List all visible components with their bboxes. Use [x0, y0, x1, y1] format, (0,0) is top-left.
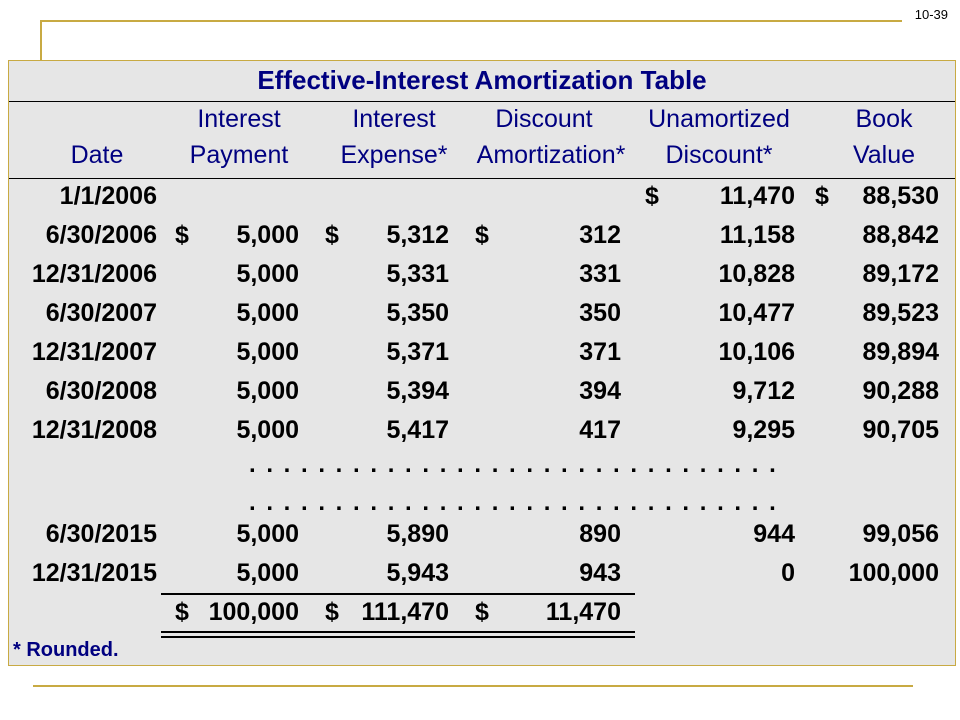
cell-date: 12/31/2006	[31, 260, 157, 288]
cell-date: 12/31/2015	[31, 559, 157, 587]
cell-date: 6/30/2015	[45, 520, 157, 548]
frame-top-rule	[40, 20, 902, 22]
dollar-sign-expense: $	[325, 221, 339, 249]
total-amort: 11,470	[545, 598, 621, 626]
header-unamort-line2: Discount*	[665, 141, 773, 169]
cell-amort: 350	[579, 299, 621, 327]
totals-double-rule-1	[161, 631, 635, 633]
header-amort-line1: Discount	[495, 105, 593, 133]
totals-top-rule	[161, 593, 635, 595]
cell-unamort: 9,712	[732, 377, 795, 405]
frame-left-rule	[40, 20, 42, 60]
cell-expense: 5,312	[386, 221, 449, 249]
dollar-sign-book: $	[815, 182, 829, 210]
cell-payment: 5,000	[236, 377, 299, 405]
cell-amort: 331	[579, 260, 621, 288]
cell-expense: 5,350	[386, 299, 449, 327]
cell-unamort: 10,106	[718, 338, 795, 366]
cell-book: 90,288	[862, 377, 939, 405]
cell-book: 100,000	[848, 559, 939, 587]
total-expense-dollar: $	[325, 598, 339, 626]
total-amort-dollar: $	[475, 598, 489, 626]
ellipsis-row-1: . . . . . . . . . . . . . . . . . . . . . . . . . . . . . . .	[249, 451, 778, 478]
header-book-line2: Value	[852, 141, 916, 169]
header-date: Date	[70, 141, 124, 169]
cell-unamort: 10,477	[718, 299, 795, 327]
table-title: Effective-Interest Amortization Table	[257, 65, 707, 95]
cell-book: 89,894	[862, 338, 939, 366]
cell-payment	[189, 181, 299, 211]
ellipsis-row-2: . . . . . . . . . . . . . . . . . . . . . . . . . . . . . . .	[249, 489, 778, 516]
cell-date: 6/30/2006	[45, 221, 157, 249]
cell-expense: 5,890	[386, 520, 449, 548]
dollar-sign-amort: $	[475, 221, 489, 249]
cell-payment: 5,000	[236, 338, 299, 366]
amortization-table	[8, 60, 956, 666]
total-expense: 111,470	[361, 598, 449, 626]
cell-book: 89,523	[862, 299, 939, 327]
cell-payment: 5,000	[236, 260, 299, 288]
header-expense-line1: Interest	[352, 105, 436, 133]
header-amort-line2: Amortization*	[476, 141, 626, 169]
cell-expense	[339, 181, 449, 211]
dollar-sign-payment: $	[175, 221, 189, 249]
totals-double-rule-2	[161, 636, 635, 638]
cell-amort	[489, 181, 621, 211]
cell-date: 12/31/2007	[31, 338, 157, 366]
cell-payment: 5,000	[236, 221, 299, 249]
header-expense-line2: Expense*	[340, 141, 448, 169]
cell-book: 90,705	[862, 416, 939, 444]
cell-expense: 5,371	[386, 338, 449, 366]
cell-book: 99,056	[862, 520, 939, 548]
frame-bottom-rule	[33, 685, 913, 687]
total-payment: 100,000	[208, 598, 299, 626]
cell-unamort: 9,295	[732, 416, 795, 444]
cell-expense: 5,331	[386, 260, 449, 288]
footnote: * Rounded.	[13, 639, 119, 661]
cell-unamort: 11,470	[719, 182, 795, 210]
header-payment-line2: Payment	[189, 141, 289, 169]
cell-unamort: 0	[781, 559, 795, 587]
cell-amort: 943	[579, 559, 621, 587]
cell-book: 89,172	[862, 260, 939, 288]
dollar-sign-unamort: $	[645, 182, 659, 210]
cell-payment: 5,000	[236, 559, 299, 587]
cell-unamort: 11,158	[719, 221, 795, 249]
cell-unamort: 10,828	[718, 260, 795, 288]
cell-expense: 5,417	[386, 416, 449, 444]
cell-date: 6/30/2007	[45, 299, 157, 327]
cell-amort: 417	[579, 416, 621, 444]
cell-payment: 5,000	[236, 520, 299, 548]
cell-book: 88,530	[862, 182, 939, 210]
header-book-line1: Book	[855, 105, 913, 133]
cell-payment: 5,000	[236, 299, 299, 327]
cell-unamort: 944	[753, 520, 795, 548]
cell-expense: 5,394	[386, 377, 449, 405]
cell-book: 88,842	[862, 221, 939, 249]
cell-payment: 5,000	[236, 416, 299, 444]
cell-date: 12/31/2008	[31, 416, 157, 444]
header-unamort-line1: Unamortized	[648, 105, 790, 133]
cell-amort: 312	[579, 221, 621, 249]
cell-amort: 394	[579, 377, 621, 405]
total-payment-dollar: $	[175, 598, 189, 626]
title-band	[9, 61, 955, 102]
slide-number: 10-39	[914, 7, 948, 22]
cell-amort: 371	[579, 338, 621, 366]
cell-date: 1/1/2006	[59, 182, 157, 210]
header-payment-line1: Interest	[197, 105, 281, 133]
cell-amort: 890	[579, 520, 621, 548]
header-separator	[9, 178, 955, 179]
cell-expense: 5,943	[386, 559, 449, 587]
cell-date: 6/30/2008	[45, 377, 157, 405]
